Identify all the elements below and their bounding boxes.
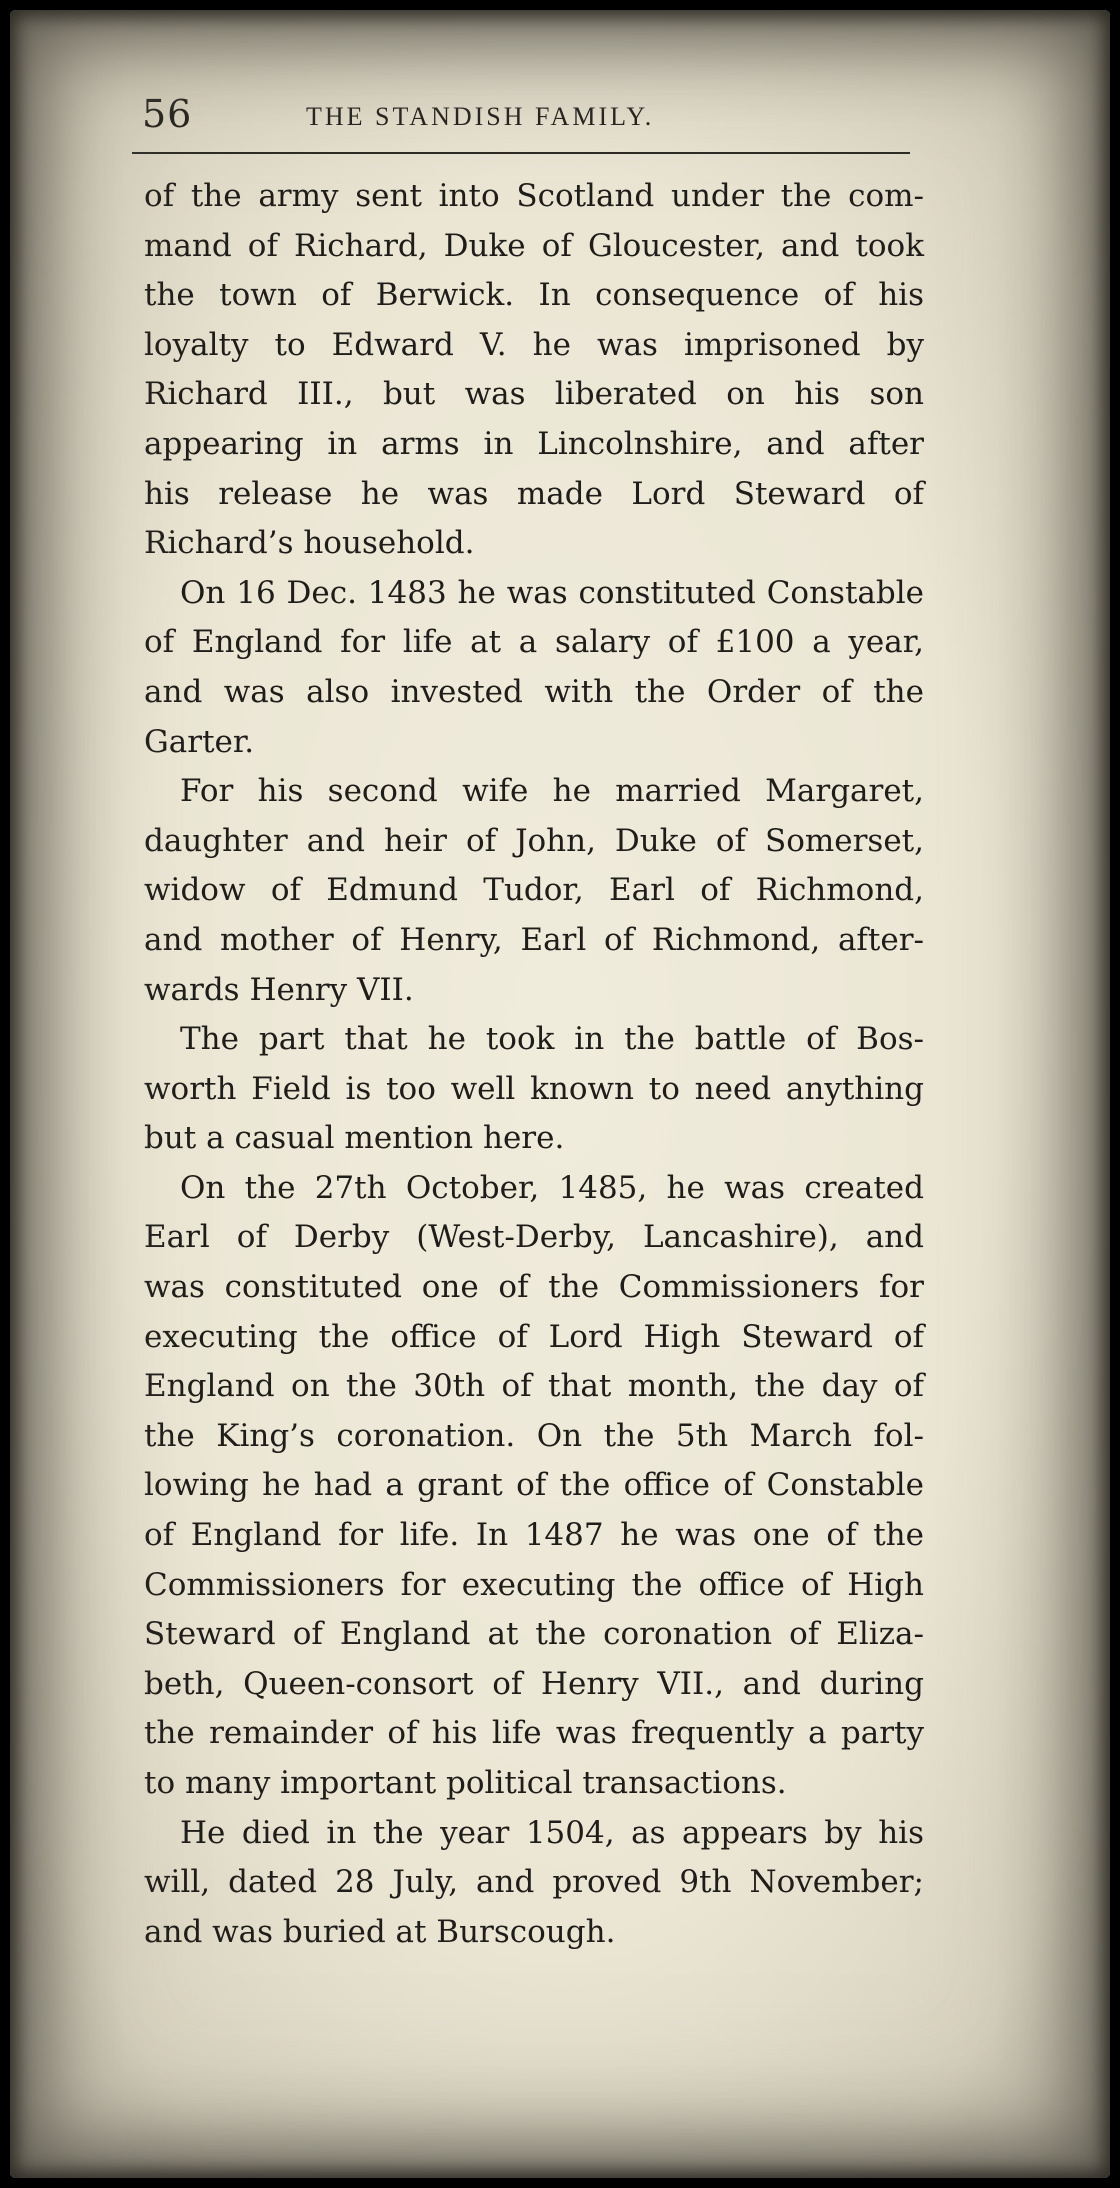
body-text <box>144 172 924 1957</box>
text-line: Earl of Derby (West-Derby, Lancashire), and <box>144 1219 924 1256</box>
text-line: wards Henry VII. <box>144 971 414 1008</box>
text-line: On the 27th October, 1485, he was created <box>180 1169 924 1206</box>
text-line: the King’s coronation. On the 5th March fol- <box>144 1417 924 1454</box>
text-line: the town of Berwick. In consequence of his <box>144 277 924 314</box>
text-line: appearing in arms in Lincolnshire, and after <box>144 425 924 462</box>
text-line: of England for life. In 1487 he was one of the <box>144 1517 924 1554</box>
text-line: The part that he took in the battle of Bos- <box>180 1021 924 1058</box>
text-line: and mother of Henry, Earl of Richmond, after- <box>144 921 924 958</box>
text-line: the remainder of his life was frequently a party <box>144 1715 924 1752</box>
text-line: On 16 Dec. 1483 he was constituted Constable <box>180 574 924 611</box>
text-line: worth Field is too well known to need anything <box>144 1070 924 1107</box>
text-line: He died in the year 1504, as appears by his <box>180 1814 924 1851</box>
text-line: lowing he had a grant of the office of Constable <box>144 1467 924 1504</box>
text-line: beth, Queen-consort of Henry VII., and during <box>144 1665 924 1702</box>
page-frame <box>10 10 1110 2178</box>
text-line: Garter. <box>144 723 255 760</box>
text-line: of England for life at a salary of £100 a year, <box>144 624 924 661</box>
text-line: mand of Richard, Duke of Gloucester, and took <box>144 227 924 264</box>
running-title: THE STANDISH FAMILY. <box>306 102 655 131</box>
text-line: but a casual mention here. <box>144 1120 565 1157</box>
text-line: to many important political transactions. <box>144 1765 787 1801</box>
text-line: Richard III., but was liberated on his son <box>144 376 924 413</box>
text-line: Richard’s household. <box>144 525 475 562</box>
text-line: executing the office of Lord High Steward of <box>144 1318 924 1355</box>
book-page <box>10 10 1110 2178</box>
text-line: loyalty to Edward V. he was imprisoned by <box>144 326 924 363</box>
page-header <box>132 86 912 146</box>
text-line: daughter and heir of John, Duke of Somerset, <box>144 822 924 859</box>
text-line: his release he was made Lord Steward of <box>144 475 924 512</box>
text-line: England on the 30th of that month, the day of <box>144 1368 924 1405</box>
text-line: and was buried at Burscough. <box>144 1913 616 1950</box>
header-rule <box>132 152 910 154</box>
text-line: Commissioners for executing the office of High <box>144 1566 924 1603</box>
text-line: Steward of England at the coronation of Eliza- <box>144 1616 924 1653</box>
text-line: will, dated 28 July, and proved 9th November; <box>144 1864 924 1901</box>
text-line: was constituted one of the Commissioners for <box>144 1269 924 1306</box>
text-line: and was also invested with the Order of the <box>144 673 924 710</box>
text-line: widow of Edmund Tudor, Earl of Richmond, <box>144 872 924 909</box>
text-line: of the army sent into Scotland under the com- <box>144 178 924 214</box>
page-number: 56 <box>142 92 193 136</box>
text-line: For his second wife he married Margaret, <box>180 773 924 810</box>
